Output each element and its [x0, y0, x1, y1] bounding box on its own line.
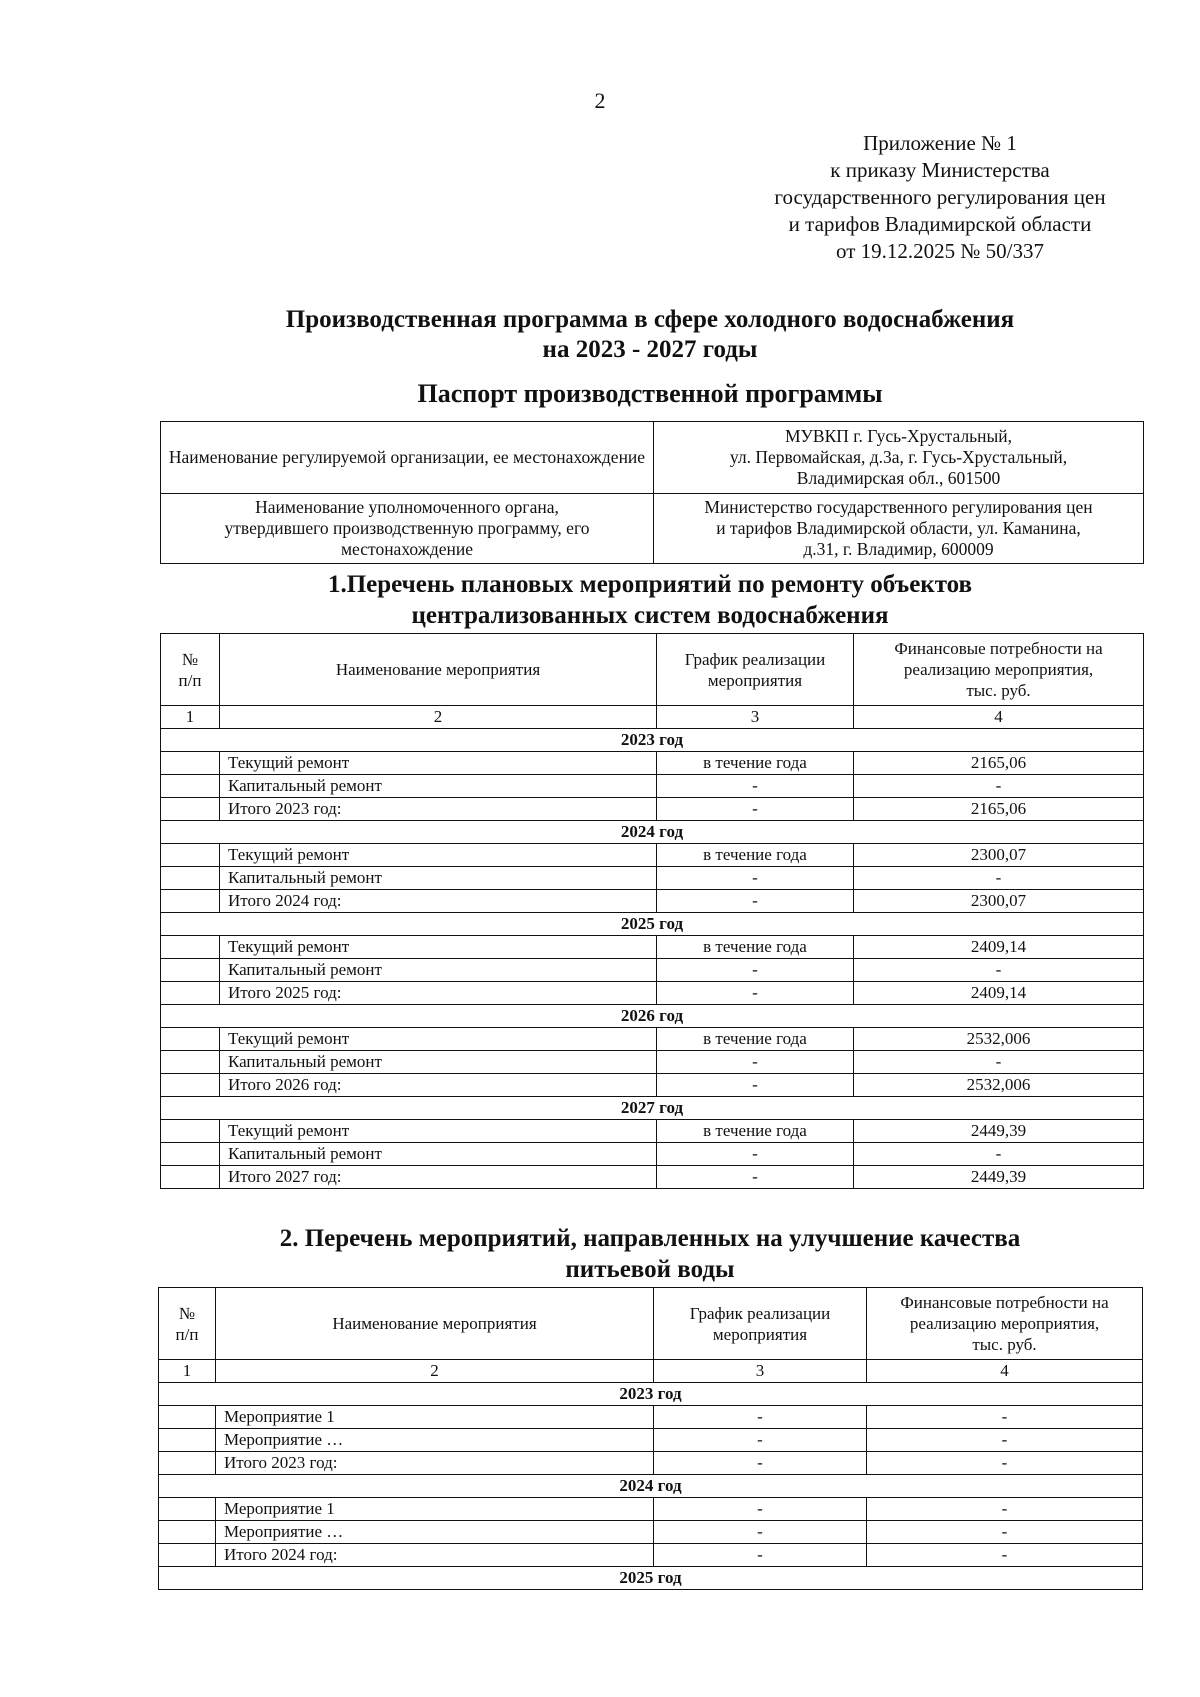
- title-line: на 2023 - 2027 годы: [542, 336, 758, 363]
- table-row: [161, 982, 1144, 1005]
- finance-cell: -: [867, 1406, 1143, 1429]
- year-label: 2023 год: [159, 1383, 1143, 1406]
- table-row: [161, 1166, 1144, 1189]
- schedule-cell: -: [657, 798, 854, 821]
- row-number-cell: [159, 1521, 216, 1544]
- table-row: [161, 1051, 1144, 1074]
- finance-cell: -: [854, 959, 1144, 982]
- row-number-cell: [159, 1498, 216, 1521]
- column-number: 4: [867, 1360, 1143, 1383]
- table-row: [161, 844, 1144, 867]
- finance-cell: 2409,14: [854, 982, 1144, 1005]
- schedule-cell: -: [657, 775, 854, 798]
- schedule-cell: -: [657, 890, 854, 913]
- activity-name: Капитальный ремонт: [220, 1143, 657, 1166]
- row-number-cell: [161, 844, 220, 867]
- activity-name: Капитальный ремонт: [220, 1051, 657, 1074]
- schedule-cell: -: [654, 1452, 867, 1475]
- finance-cell: 2165,06: [854, 798, 1144, 821]
- header-text: График реализации: [684, 649, 826, 669]
- schedule-cell: -: [654, 1544, 867, 1567]
- row-number-cell: [161, 959, 220, 982]
- water-quality-table: [158, 1287, 1143, 1590]
- passport-label-line: утвердившего производственную программу, его: [224, 518, 590, 538]
- schedule-cell: -: [657, 959, 854, 982]
- activity-name: Итого 2026 год:: [220, 1074, 657, 1097]
- row-number-cell: [161, 775, 220, 798]
- activity-name: Мероприятие …: [216, 1429, 654, 1452]
- repair-plan-table: [160, 633, 1144, 1189]
- finance-cell: 2532,006: [854, 1028, 1144, 1051]
- appendix-line: и тарифов Владимирской области: [788, 212, 1092, 236]
- header-text: мероприятия: [707, 670, 803, 690]
- table-row: [161, 752, 1144, 775]
- row-number-cell: [161, 1120, 220, 1143]
- table-row: [159, 1429, 1143, 1452]
- activity-name: Капитальный ремонт: [220, 959, 657, 982]
- header-text: График реализации: [689, 1303, 831, 1323]
- year-row: [161, 729, 1144, 752]
- row-number-cell: [161, 1028, 220, 1051]
- activity-name: Мероприятие 1: [216, 1498, 654, 1521]
- header-finance: [867, 1288, 1143, 1360]
- passport-value-line: ул. Первомайская, д.3а, г. Гусь-Хрустальный,: [729, 447, 1068, 467]
- activity-name: Текущий ремонт: [220, 844, 657, 867]
- finance-cell: -: [854, 867, 1144, 890]
- header-num: [159, 1288, 216, 1360]
- finance-cell: -: [867, 1498, 1143, 1521]
- header-name: Наименование мероприятия: [220, 634, 657, 706]
- year-label: 2024 год: [159, 1475, 1143, 1498]
- appendix-block: [700, 130, 1180, 265]
- finance-cell: 2409,14: [854, 936, 1144, 959]
- table-header-row: [161, 634, 1144, 706]
- table-row: [161, 867, 1144, 890]
- table-row: [161, 959, 1144, 982]
- header-text: реализацию мероприятия,: [909, 1314, 1100, 1333]
- row-number-cell: [159, 1452, 216, 1475]
- table-row: [159, 1544, 1143, 1567]
- year-label: 2023 год: [161, 729, 1144, 752]
- schedule-cell: -: [654, 1498, 867, 1521]
- row-number-cell: [161, 936, 220, 959]
- activity-name: Текущий ремонт: [220, 1028, 657, 1051]
- table-row: [161, 1074, 1144, 1097]
- passport-table: [160, 421, 1144, 564]
- section-title-line: централизованных систем водоснабжения: [411, 602, 889, 629]
- column-number: 1: [161, 706, 220, 729]
- passport-value-line: Владимирская обл., 601500: [796, 468, 1001, 488]
- activity-name: Текущий ремонт: [220, 752, 657, 775]
- schedule-cell: в течение года: [657, 844, 854, 867]
- schedule-cell: -: [657, 867, 854, 890]
- page-number: 2: [594, 88, 606, 113]
- column-number-row: [159, 1360, 1143, 1383]
- header-num: [161, 634, 220, 706]
- finance-cell: 2449,39: [854, 1166, 1144, 1189]
- activity-name: Текущий ремонт: [220, 1120, 657, 1143]
- year-row: [161, 1097, 1144, 1120]
- passport-label-line: Наименование уполномоченного органа,: [255, 497, 559, 517]
- schedule-cell: в течение года: [657, 936, 854, 959]
- year-label: 2025 год: [161, 913, 1144, 936]
- table-row: [159, 1452, 1143, 1475]
- schedule-cell: -: [654, 1406, 867, 1429]
- header-finance: [854, 634, 1144, 706]
- activity-name: Капитальный ремонт: [220, 867, 657, 890]
- finance-cell: 2532,006: [854, 1074, 1144, 1097]
- year-row: [161, 1005, 1144, 1028]
- year-row: [161, 913, 1144, 936]
- document-title: [150, 305, 1150, 365]
- passport-value-line: МУВКП г. Гусь-Хрустальный,: [784, 426, 1013, 446]
- activity-name: Капитальный ремонт: [220, 775, 657, 798]
- header-text: тыс. руб.: [972, 1335, 1037, 1354]
- finance-cell: -: [867, 1452, 1143, 1475]
- finance-cell: 2449,39: [854, 1120, 1144, 1143]
- row-number-cell: [159, 1544, 216, 1567]
- table-row: [161, 798, 1144, 821]
- table-row: [161, 936, 1144, 959]
- header-text: тыс. руб.: [966, 681, 1031, 700]
- table-header-row: [159, 1288, 1143, 1360]
- row-number-cell: [161, 1143, 220, 1166]
- section2-title: [150, 1223, 1150, 1285]
- passport-label-line: местонахождение: [340, 539, 473, 559]
- row-number-cell: [161, 798, 220, 821]
- finance-cell: 2165,06: [854, 752, 1144, 775]
- finance-cell: 2300,07: [854, 844, 1144, 867]
- passport-label-text: Наименование регулируемой организации, ее местонахождение: [168, 447, 646, 467]
- schedule-cell: -: [657, 1074, 854, 1097]
- column-number: 3: [654, 1360, 867, 1383]
- column-number: 4: [854, 706, 1144, 729]
- section-title-line: питьевой воды: [565, 1256, 735, 1283]
- year-row: [161, 821, 1144, 844]
- table-row: [161, 1143, 1144, 1166]
- finance-cell: -: [867, 1544, 1143, 1567]
- finance-cell: -: [854, 1051, 1144, 1074]
- column-number: 2: [216, 1360, 654, 1383]
- title-line: Производственная программа в сфере холодного водоснабжения: [285, 306, 1015, 333]
- section-title-line: 1.Перечень плановых мероприятий по ремонту объектов: [327, 571, 973, 598]
- activity-name: Итого 2024 год:: [220, 890, 657, 913]
- passport-title: Паспорт производственной программы: [417, 379, 883, 408]
- schedule-cell: в течение года: [657, 1028, 854, 1051]
- schedule-cell: -: [657, 1051, 854, 1074]
- row-number-cell: [159, 1429, 216, 1452]
- finance-cell: -: [867, 1521, 1143, 1544]
- schedule-cell: -: [654, 1521, 867, 1544]
- row-number-cell: [161, 752, 220, 775]
- row-number-cell: [159, 1406, 216, 1429]
- activity-name: Текущий ремонт: [220, 936, 657, 959]
- table-row: [161, 1120, 1144, 1143]
- row-number-cell: [161, 982, 220, 1005]
- section-title-line: 2. Перечень мероприятий, направленных на улучшение качества: [279, 1225, 1021, 1252]
- schedule-cell: -: [654, 1429, 867, 1452]
- finance-cell: -: [854, 1143, 1144, 1166]
- appendix-line: Приложение № 1: [863, 131, 1017, 155]
- header-schedule: [657, 634, 854, 706]
- column-number-row: [161, 706, 1144, 729]
- schedule-cell: в течение года: [657, 752, 854, 775]
- passport-value-line: Министерство государственного регулирования цен: [704, 497, 1093, 517]
- activity-name: Итого 2023 год:: [220, 798, 657, 821]
- header-text: №: [181, 649, 199, 669]
- header-name: Наименование мероприятия: [216, 1288, 654, 1360]
- table-row: [159, 1521, 1143, 1544]
- finance-cell: -: [867, 1429, 1143, 1452]
- activity-name: Итого 2024 год:: [216, 1544, 654, 1567]
- finance-cell: -: [854, 775, 1144, 798]
- appendix-line: от 19.12.2025 № 50/337: [835, 239, 1045, 263]
- header-text: п/п: [178, 670, 202, 690]
- passport-label: [161, 494, 654, 564]
- passport-value: [654, 494, 1144, 564]
- passport-value: [654, 422, 1144, 494]
- table-row: [159, 1498, 1143, 1521]
- year-row: [159, 1383, 1143, 1406]
- year-label: 2027 год: [161, 1097, 1144, 1120]
- schedule-cell: -: [657, 982, 854, 1005]
- year-row: [159, 1567, 1143, 1590]
- row-number-cell: [161, 1166, 220, 1189]
- column-number: 3: [657, 706, 854, 729]
- table-row: [161, 890, 1144, 913]
- table-row: [159, 1406, 1143, 1429]
- activity-name: Мероприятие …: [216, 1521, 654, 1544]
- appendix-line: государственного регулирования цен: [774, 185, 1106, 209]
- passport-row: [161, 422, 1144, 494]
- activity-name: Итого 2025 год:: [220, 982, 657, 1005]
- column-number: 1: [159, 1360, 216, 1383]
- appendix-line: к приказу Министерства: [830, 158, 1050, 182]
- year-label: 2025 год: [159, 1567, 1143, 1590]
- row-number-cell: [161, 1051, 220, 1074]
- year-row: [159, 1475, 1143, 1498]
- header-text: Финансовые потребности на: [894, 639, 1103, 658]
- passport-value-line: д.31, г. Владимир, 600009: [803, 539, 994, 559]
- year-label: 2024 год: [161, 821, 1144, 844]
- schedule-cell: -: [657, 1166, 854, 1189]
- activity-name: Мероприятие 1: [216, 1406, 654, 1429]
- header-text: реализацию мероприятия,: [903, 660, 1094, 679]
- passport-value-line: и тарифов Владимирской области, ул. Каманина,: [716, 518, 1081, 538]
- passport-row: [161, 494, 1144, 564]
- row-number-cell: [161, 890, 220, 913]
- header-text: Финансовые потребности на: [900, 1293, 1109, 1312]
- activity-name: Итого 2027 год:: [220, 1166, 657, 1189]
- table-row: [161, 775, 1144, 798]
- year-label: 2026 год: [161, 1005, 1144, 1028]
- header-schedule: [654, 1288, 867, 1360]
- header-text: п/п: [175, 1324, 199, 1344]
- header-text: №: [178, 1303, 196, 1323]
- section1-title: [150, 569, 1150, 631]
- passport-label: [161, 422, 654, 494]
- table-row: [161, 1028, 1144, 1051]
- column-number: 2: [220, 706, 657, 729]
- activity-name: Итого 2023 год:: [216, 1452, 654, 1475]
- row-number-cell: [161, 867, 220, 890]
- header-text: мероприятия: [712, 1324, 808, 1344]
- schedule-cell: -: [657, 1143, 854, 1166]
- schedule-cell: в течение года: [657, 1120, 854, 1143]
- row-number-cell: [161, 1074, 220, 1097]
- finance-cell: 2300,07: [854, 890, 1144, 913]
